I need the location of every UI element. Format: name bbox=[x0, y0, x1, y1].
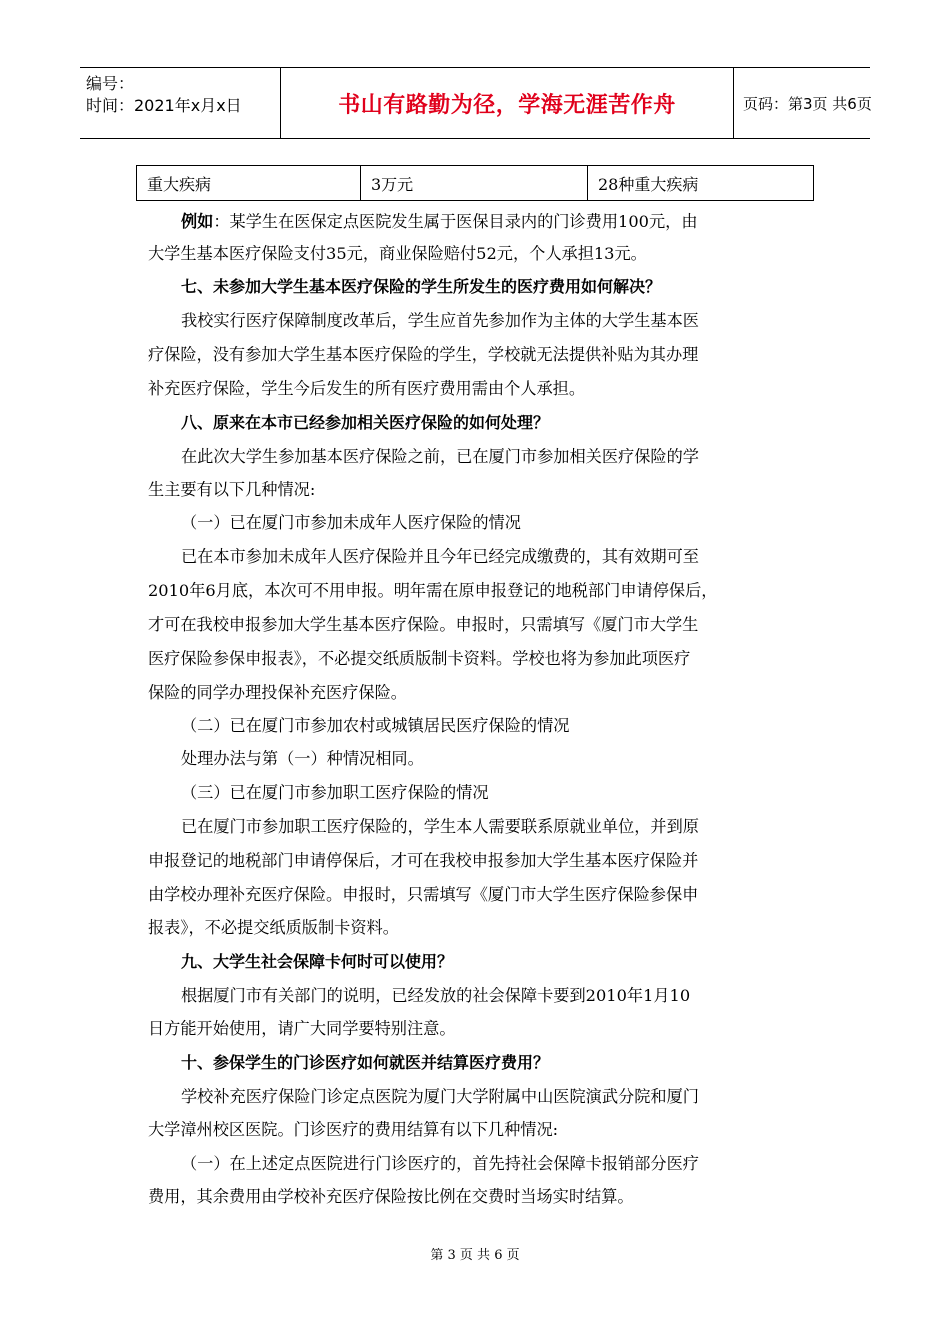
paragraph-line: 2010年6月底，本次可不用申报。明年需在原申报登记的地税部门申请停保后， bbox=[148, 581, 718, 600]
paragraph-line: 医疗保险参保申报表》，不必提交纸质版制卡资料。学校也将为参加此项医疗 bbox=[148, 649, 691, 668]
subsection-heading: （二）已在厦门市参加农村或城镇居民医疗保险的情况 bbox=[181, 716, 570, 735]
page-footer: 第 3 页 共 6 页 bbox=[430, 1248, 520, 1263]
header-motto-cell bbox=[280, 68, 734, 138]
paragraph-line: 我校实行医疗保障制度改革后，学生应首先参加作为主体的大学生基本医 bbox=[181, 311, 699, 330]
paragraph-line: 疗保险，没有参加大学生基本医疗保险的学生，学校就无法提供补贴为其办理 bbox=[148, 345, 699, 364]
paragraph-line: 保险的同学办理投保补充医疗保险。 bbox=[148, 683, 407, 702]
paragraph-line: 大学生基本医疗保险支付35元，商业保险赔付52元，个人承担13元。 bbox=[148, 244, 647, 263]
paragraph-line: 大学漳州校区医院。门诊医疗的费用结算有以下几种情况: bbox=[148, 1120, 559, 1139]
paragraph-line: 才可在我校申报参加大学生基本医疗保险。申报时，只需填写《厦门市大学生 bbox=[148, 615, 699, 634]
subsection-heading: （一）已在厦门市参加未成年人医疗保险的情况 bbox=[181, 513, 521, 532]
paragraph-line bbox=[181, 205, 847, 239]
table-cell: 3万元 bbox=[361, 166, 588, 201]
paragraph-line: 生主要有以下几种情况: bbox=[148, 480, 316, 499]
paragraph-line: 补充医疗保险，学生今后发生的所有医疗费用需由个人承担。 bbox=[148, 379, 586, 398]
subsection-heading: （三）已在厦门市参加职工医疗保险的情况 bbox=[181, 783, 489, 802]
section-heading: 八、原来在本市已经参加相关医疗保险的如何处理？ bbox=[181, 413, 550, 432]
table-cell: 28种重大疾病 bbox=[588, 166, 814, 201]
paragraph-line: 申报登记的地税部门申请停保后，才可在我校申报参加大学生基本医疗保险并 bbox=[148, 851, 699, 870]
section-heading: 七、未参加大学生基本医疗保险的学生所发生的医疗费用如何解决？ bbox=[181, 277, 662, 296]
coverage-table bbox=[136, 165, 814, 201]
paragraph-line: 日方能开始使用，请广大同学要特别注意。 bbox=[148, 1019, 456, 1038]
paragraph-line: 报表》，不必提交纸质版制卡资料。 bbox=[148, 918, 399, 937]
example-label: 例如 bbox=[181, 212, 214, 231]
paragraph-line: 处理办法与第（一）种情况相同。 bbox=[181, 749, 424, 768]
section-heading: 九、大学生社会保障卡何时可以使用？ bbox=[181, 952, 454, 971]
table-row bbox=[137, 166, 814, 201]
paragraph-line: 由学校办理补充医疗保险。申报时，只需填写《厦门市大学生医疗保险参保申 bbox=[148, 885, 699, 904]
header-meta-cell bbox=[80, 68, 280, 138]
paragraph-line: 已在厦门市参加职工医疗保险的，学生本人需要联系原就业单位，并到原 bbox=[181, 817, 699, 836]
document-number-label: 编号： bbox=[86, 74, 135, 93]
example-text: ：某学生在医保定点医院发生属于医保目录内的门诊费用100元，由 bbox=[213, 212, 698, 231]
document-date-label: 时间：2021年x月x日 bbox=[86, 96, 242, 115]
paragraph-line: 学校补充医疗保险门诊定点医院为厦门大学附属中山医院演武分院和厦门 bbox=[181, 1087, 699, 1106]
paragraph-line: 已在本市参加未成年人医疗保险并且今年已经完成缴费的，其有效期可至 bbox=[181, 547, 699, 566]
header-motto: 书山有路勤为径，学海无涯苦作舟 bbox=[338, 92, 676, 118]
paragraph-line: 在此次大学生参加基本医疗保险之前，已在厦门市参加相关医疗保险的学 bbox=[181, 447, 699, 466]
header-page-cell bbox=[733, 68, 870, 138]
table-cell: 重大疾病 bbox=[137, 166, 361, 201]
paragraph-line: 费用，其余费用由学校补充医疗保险按比例在交费时当场实时结算。 bbox=[148, 1187, 634, 1206]
page-header bbox=[80, 67, 870, 139]
paragraph-line: 根据厦门市有关部门的说明，已经发放的社会保障卡要到2010年1月10 bbox=[181, 986, 691, 1005]
subsection-heading: （一）在上述定点医院进行门诊医疗的，首先持社会保障卡报销部分医疗 bbox=[181, 1154, 699, 1173]
section-heading: 十、参保学生的门诊医疗如何就医并结算医疗费用？ bbox=[181, 1053, 550, 1072]
header-page-number: 页码：第3页 共6页 bbox=[743, 94, 872, 113]
